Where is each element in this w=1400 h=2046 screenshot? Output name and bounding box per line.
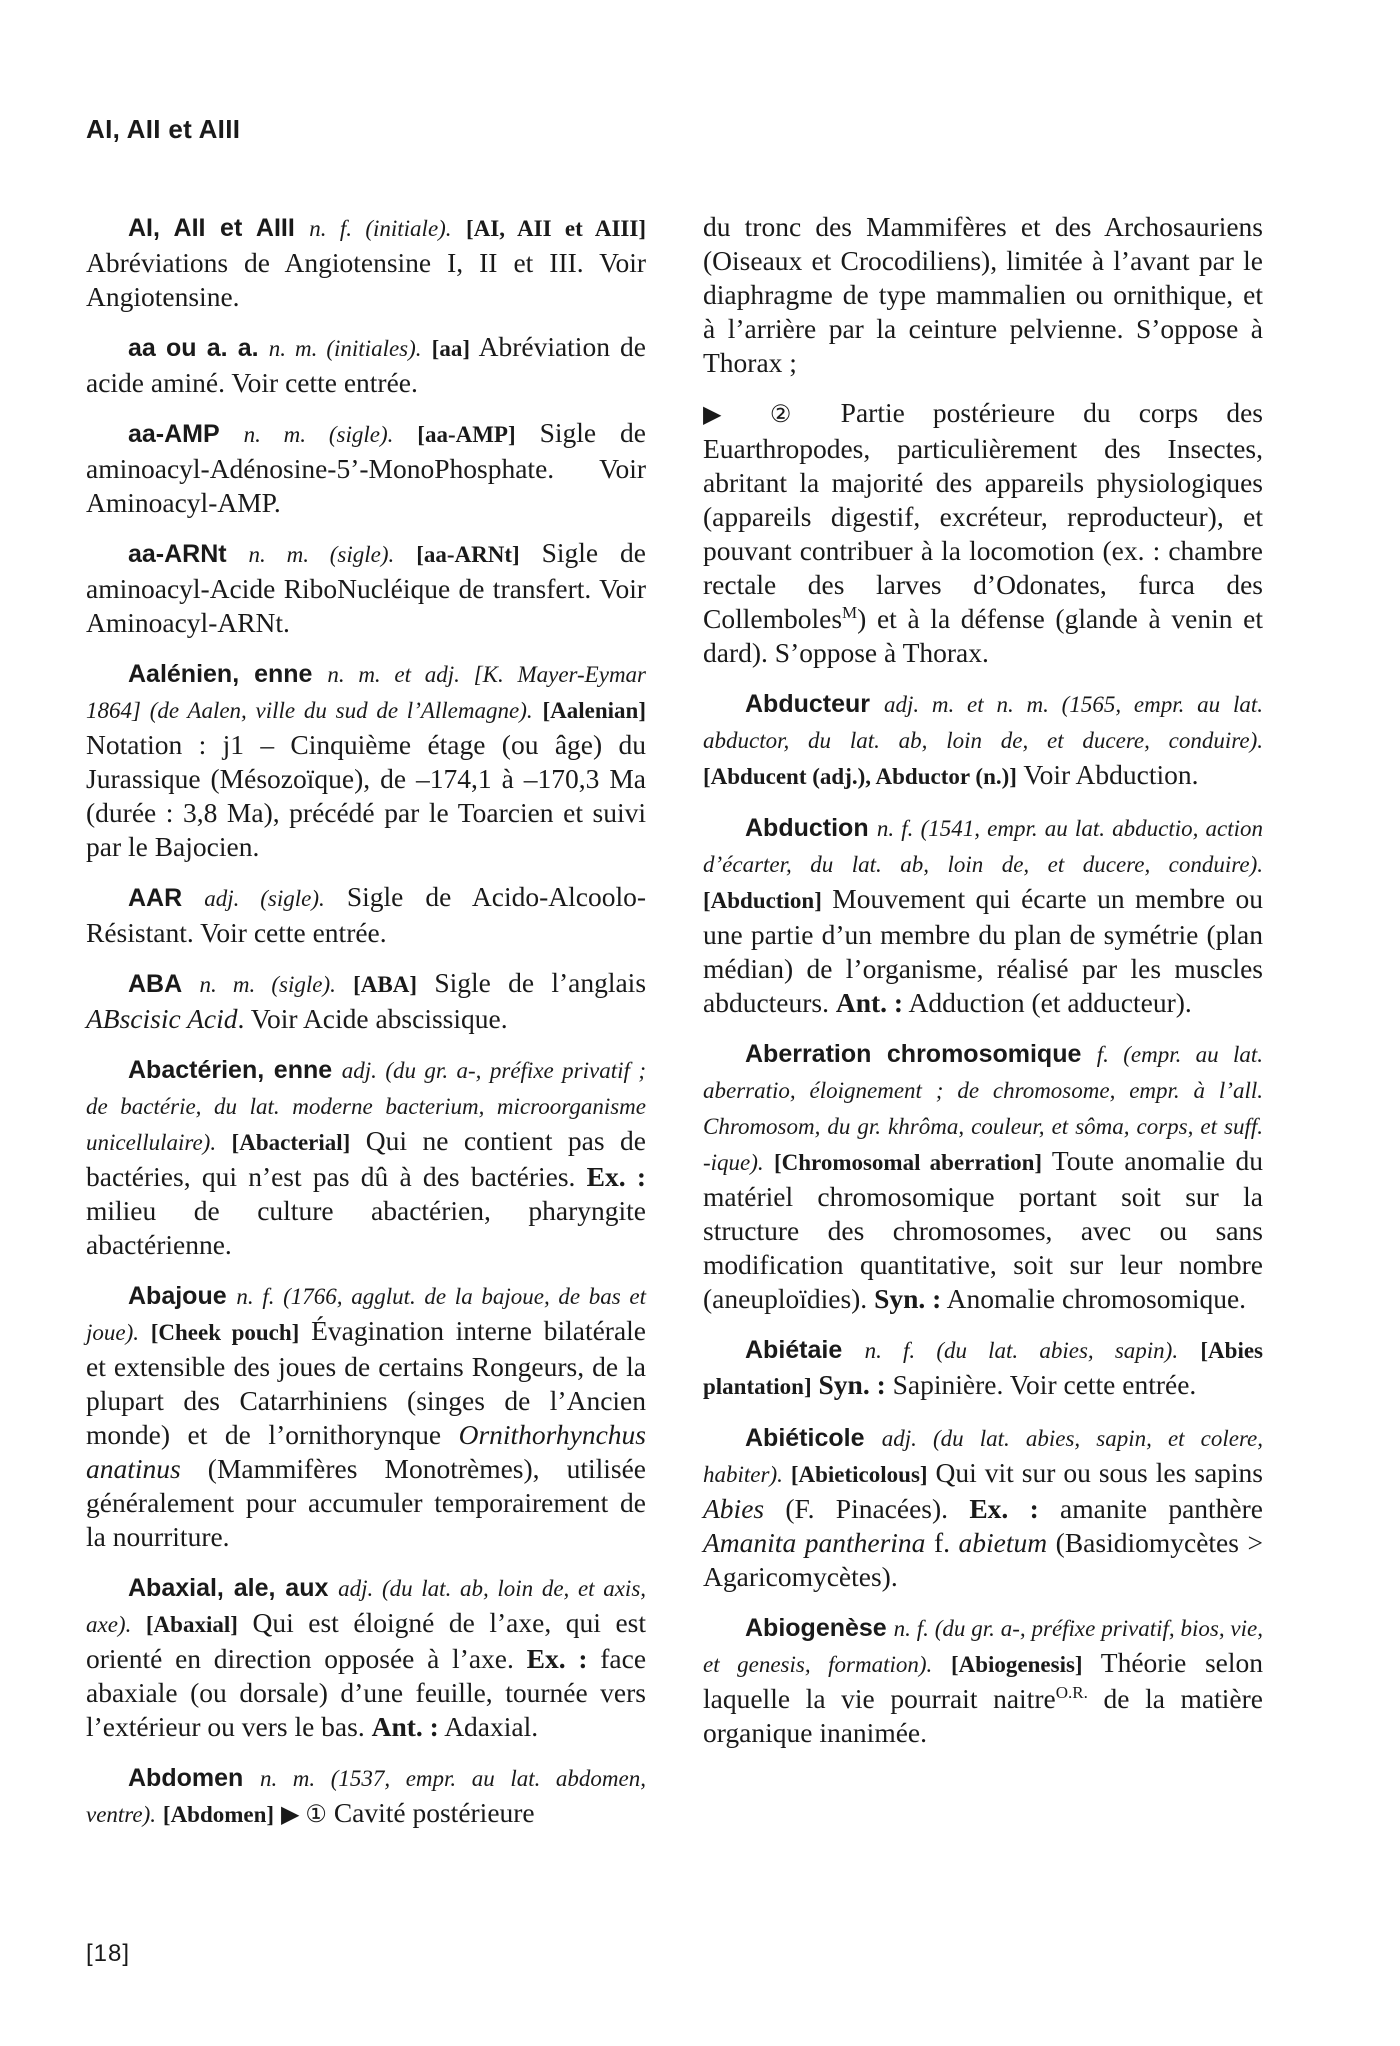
grammar-note: adj. (sigle). <box>204 886 325 911</box>
entry-abdomen-continuation <box>703 210 1263 380</box>
headword: Abaxial, ale, aux <box>128 1574 329 1602</box>
example-label: Ex. : <box>526 1643 588 1674</box>
definition: Cavité postérieure <box>333 1797 535 1828</box>
definition: Mouvement qui écarte un membre ou une partie d’un membre du plan de symétrie (plan médian) de l’organisme, réalisé par les muscles abducteurs. <box>703 883 1264 1018</box>
entry-aa-amp <box>86 416 646 520</box>
definition: Sigle de aminoacyl-Adénosine-5’-MonoPhosphate. Voir Aminoacyl-AMP. <box>86 417 647 518</box>
grammar-note: n. m. (sigle). <box>248 542 395 567</box>
english-term: [AI, AII et AIII] <box>466 216 646 241</box>
grammar-note: n. f. (initiale). <box>309 216 452 241</box>
synonym-label: Syn. : <box>818 1369 886 1400</box>
headword: Abdomen <box>128 1764 244 1792</box>
headword: aa-ARNt <box>128 540 227 568</box>
headword: ABA <box>128 970 183 998</box>
english-term: [Abiogenesis] <box>950 1652 1083 1677</box>
antonym: Adduction (et adducteur). <box>908 987 1192 1018</box>
entry-abietaie <box>703 1332 1263 1404</box>
definition-cont: f. <box>933 1527 950 1558</box>
definition-cont: du tronc des Mammifères et des Archosauriens (Oiseaux et Crocodiliens), limitée à l’avant par le diaphragme de type mammalien ou ornithique, et à l’arrière par la ceinture pelvienne. S’oppose à Thorax ; <box>703 211 1263 378</box>
entry-aa-arnt <box>86 536 646 640</box>
definition: Sigle de Acido-Alcoolo-Résistant. Voir cette entrée. <box>86 881 647 948</box>
synonym-label: Syn. : <box>874 1283 942 1314</box>
entry-abacterien <box>86 1052 646 1262</box>
english-term: [aa-ARNt] <box>416 542 520 567</box>
grammar-note: adj. (du lat. abies, sapin, et colere, habiter). <box>703 1426 1264 1487</box>
headword: Abiéticole <box>745 1424 865 1452</box>
italic-term: abietum <box>958 1527 1048 1558</box>
grammar-note: n. f. (du lat. abies, sapin). <box>864 1338 1179 1363</box>
antonym-label: Ant. : <box>835 987 904 1018</box>
english-term: [aa-AMP] <box>417 422 516 447</box>
headword: Abajoue <box>128 1282 227 1310</box>
antonym-label: Ant. : <box>371 1711 439 1742</box>
definition-cont: face abaxiale (ou dorsale) d’une feuille, tournée vers l’extérieur ou vers le bas. <box>86 1643 647 1742</box>
grammar-note: n. m. et adj. [K. Mayer-Eymar 1864] (de Aalen, ville du sud de l’Allemagne). <box>86 662 647 723</box>
definition-cont: (F. Pinacées). <box>785 1493 949 1524</box>
definition-cont: . Voir Acide abscissique. <box>237 1003 508 1034</box>
headword: AAR <box>128 884 183 912</box>
synonym: Anomalie chromosomique. <box>946 1283 1247 1314</box>
definition-cont: de la matière organique inanimée. <box>703 1683 1263 1748</box>
example-label: Ex. : <box>586 1161 647 1192</box>
grammar-note: n. f. (1541, empr. au lat. abductio, action d’écarter, du lat. ab, loin de, et ducere, conduire). <box>703 816 1263 877</box>
definition-cont: ) et à la défense (glande à venin et dard). S’oppose à Thorax. <box>703 603 1263 668</box>
entry-aba <box>86 966 646 1036</box>
superscript: O.R. <box>1055 1682 1088 1702</box>
definition-cont: (Mammifères Monotrèmes), utilisée généralement pour accumuler temporairement de la nourriture. <box>86 1453 646 1552</box>
definition-cont: milieu de culture abactérien, pharyngite abactérienne. <box>86 1195 646 1260</box>
italic-term: Ornithorhynchus anatinus <box>86 1419 647 1484</box>
grammar-note: adj. (du lat. ab, loin de, et axis, axe). <box>86 1576 647 1637</box>
synonym: Sapinière. Voir cette entrée. <box>892 1369 1197 1400</box>
headword: Abiétaie <box>745 1336 843 1364</box>
english-term: [Abies plantation] <box>703 1338 1264 1399</box>
entry-abdomen <box>86 1760 646 1832</box>
definition: Sigle de l’anglais <box>434 967 647 998</box>
headword: Abiogenèse <box>745 1614 887 1642</box>
italic-term: Amanita pantherina <box>703 1527 926 1558</box>
english-term: [Abdomen] <box>162 1802 275 1827</box>
grammar-note: adj. (du gr. a-, préfixe privatif ; de bactérie, du lat. moderne bacterium, microorganisme unicellulaire). <box>86 1058 647 1155</box>
definition: Abréviations de Angiotensine I, II et III. Voir Angiotensine. <box>86 247 646 312</box>
grammar-note: adj. m. et n. m. (1565, empr. au lat. abductor, du lat. ab, loin de, et ducere, conduire). <box>703 692 1263 753</box>
definition: Partie postérieure du corps des Euarthropodes, particulièrement des Insectes, abritant la majorité des appareils physiologiques (appareils digestif, excréteur, reproducteur), et pouvant contribuer à la locomotion (ex. : chambre rectale des larves d’Odonates, furca des Collemboles <box>703 397 1263 634</box>
english-term: [Abacterial] <box>231 1130 351 1155</box>
page-number: [18] <box>86 1940 131 1967</box>
english-term: [Aalenian] <box>542 698 646 723</box>
entry-aalenien <box>86 656 646 864</box>
english-term: [Abieticolous] <box>790 1462 928 1487</box>
entry-aar <box>86 880 646 950</box>
english-term: [Abaxial] <box>145 1612 238 1637</box>
running-head: AI, AII et AIII <box>86 114 241 144</box>
english-term: [aa] <box>431 336 470 361</box>
entry-abdomen-sense-2 <box>703 396 1263 670</box>
headword: aa ou a. a. <box>128 334 259 362</box>
headword: Aalénien, enne <box>128 660 313 688</box>
grammar-note: f. (empr. au lat. aberratio, éloignement ; de chromosome, empr. à l’all. Chromosom, du gr. khrôma, couleur, et sôma, corps, et suff. -ique). <box>703 1042 1263 1175</box>
sense-marker-icon: ▶ ① <box>280 1802 327 1828</box>
definition: Toute anomalie du matériel chromosomique portant soit sur la structure des chromosomes, avec ou sans modification quantitative, soit sur leur nombre (aneuploïdies). <box>703 1145 1263 1314</box>
superscript: M <box>842 602 858 622</box>
english-term: [Cheek pouch] <box>150 1320 300 1345</box>
definition: Sigle de aminoacyl-Acide RiboNucléique de transfert. Voir Aminoacyl-ARNt. <box>86 537 646 638</box>
english-term: [Abduction] <box>703 888 822 913</box>
sense-marker-icon: ▶ ② <box>703 402 813 428</box>
right-column <box>703 210 1263 1766</box>
headword: aa-AMP <box>128 420 220 448</box>
grammar-note: n. f. (du gr. a-, préfixe privatif, bios, vie, et genesis, formation). <box>703 1616 1263 1677</box>
antonym: Adaxial. <box>444 1711 539 1742</box>
definition: Voir Abduction. <box>1023 759 1199 790</box>
italic-term: ABscisic Acid <box>86 1003 238 1034</box>
headword: AI, AII et AIII <box>128 214 295 242</box>
example-label: Ex. : <box>969 1493 1039 1524</box>
english-term: [ABA] <box>353 972 418 997</box>
definition: Notation : j1 – Cinquième étage (ou âge) du Jurassique (Mésozoïque), de –174,1 à –170,3 Ma (durée : 3,8 Ma), précédé par le Toarcien et suivi par le Bajocien. <box>86 729 646 862</box>
entry-aa <box>86 330 646 400</box>
entry-ai <box>86 210 646 314</box>
entry-abajoue <box>86 1278 646 1554</box>
definition-cont: amanite panthère <box>1060 1493 1263 1524</box>
grammar-note: n. m. (sigle). <box>199 972 336 997</box>
grammar-note: n. f. (1766, agglut. de la bajoue, de bas et joue). <box>86 1284 646 1345</box>
entry-abaxial <box>86 1570 646 1744</box>
italic-term: Abies <box>703 1493 765 1524</box>
grammar-note: n. m. (initiales). <box>268 336 422 361</box>
headword: Abduction <box>745 814 869 842</box>
grammar-note: n. m. (1537, empr. au lat. abdomen, ventre). <box>86 1766 647 1827</box>
definition: Théorie selon laquelle la vie pourrait naitre <box>703 1647 1264 1714</box>
headword: Abducteur <box>745 690 870 718</box>
definition: Évagination interne bilatérale et extensible des joues de certains Rongeurs, de la plupart des Catarrhiniens (singes de l’Ancien monde) et de l’ornithorynque <box>86 1315 647 1450</box>
entry-abducteur <box>703 686 1263 794</box>
definition-cont: (Basidiomycètes > Agaricomycètes). <box>703 1527 1263 1592</box>
entry-abieticole <box>703 1420 1263 1594</box>
grammar-note: n. m. (sigle). <box>243 422 394 447</box>
headword: Aberration chromosomique <box>745 1040 1082 1068</box>
definition: Qui ne contient pas de bactéries, qui n’est pas dû à des bactéries. <box>86 1125 647 1192</box>
headword: Abactérien, enne <box>128 1056 333 1084</box>
definition: Qui est éloigné de l’axe, qui est orienté en direction opposée à l’axe. <box>86 1607 647 1674</box>
english-term: [Chromosomal aberration] <box>773 1150 1043 1175</box>
entry-abduction <box>703 810 1263 1020</box>
entry-abiogenese <box>703 1610 1263 1750</box>
left-column <box>86 210 646 1848</box>
definition: Abréviation de acide aminé. Voir cette entrée. <box>86 331 647 398</box>
english-term: [Abducent (adj.), Abductor (n.)] <box>703 764 1017 789</box>
entry-aberration-chromosomique <box>703 1036 1263 1316</box>
definition: Qui vit sur ou sous les sapins <box>935 1457 1264 1488</box>
